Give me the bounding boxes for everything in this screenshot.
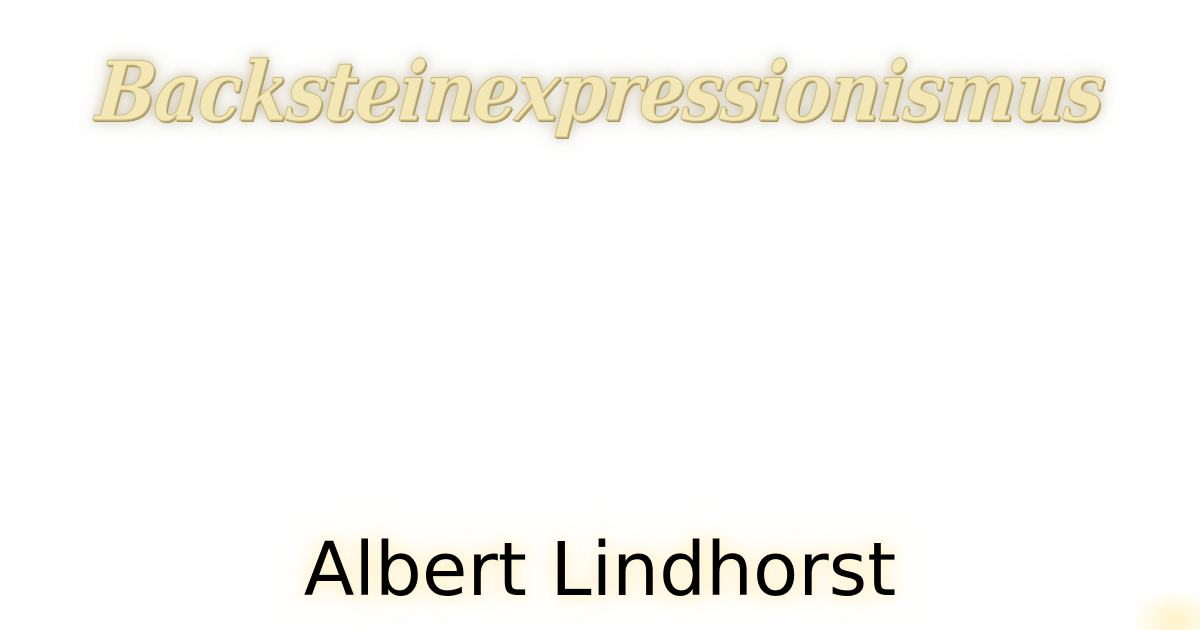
title-heading: Backsteinexpressionismus: [92, 44, 1108, 140]
author-container: [0, 520, 1200, 620]
title-container: [0, 22, 1200, 162]
author-name: Albert Lindhorst: [303, 527, 897, 613]
